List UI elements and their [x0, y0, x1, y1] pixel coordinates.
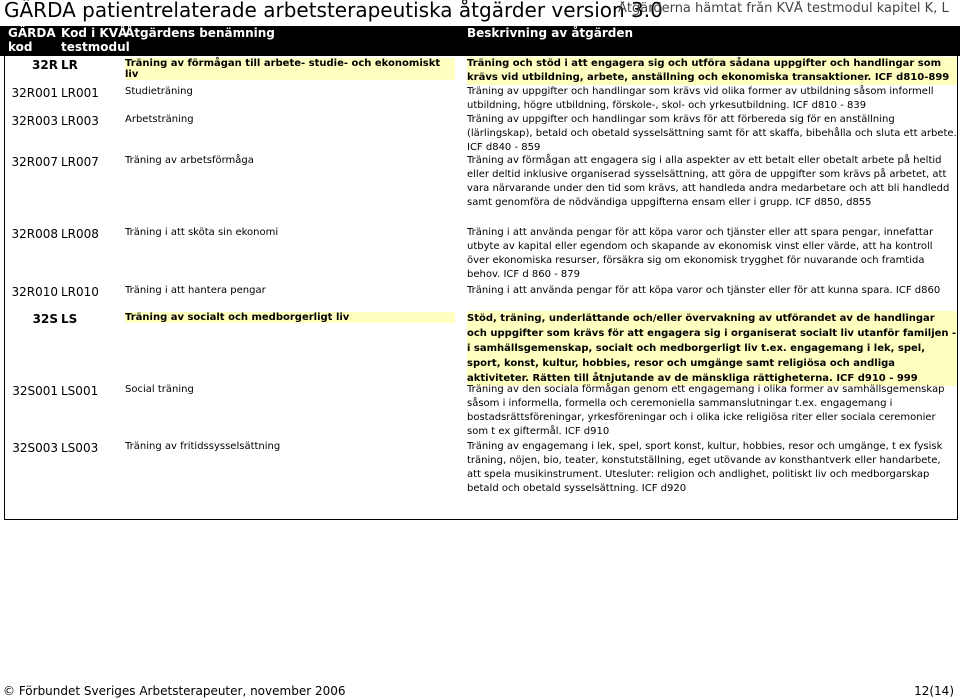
garda-code: 32S [32, 312, 58, 326]
garda-code: 32R001 [11, 86, 58, 100]
page-number: 12(14) [914, 684, 954, 698]
measure-description: Träning av engagemang i lek, spel, sport konst, kultur, hobbies, resor och umgänge, t ex fysisk träning, nöjen, bio, teater, konstutställning, eget utövande av konsthantverk eller handarbete, att spela musikinstrument. Utesluter: religion och andlighet, politiskt liv och medborgarskap betald och obetald sysselsättning. ICF d920 [467, 441, 943, 494]
header-garda-line1: GÄRDA [8, 26, 56, 40]
measure-name: Träning i att sköta sin ekonomi [125, 227, 279, 238]
document-title: GÄRDA patientrelaterade arbetsterapeutiska åtgärder version 3.0 [4, 0, 663, 22]
measure-name: Träning av förmågan till arbete- studie- och ekonomiskt liv [125, 58, 455, 80]
measure-name: Träning av arbetsförmåga [125, 155, 254, 166]
header-kva-line1: Kod i KVÅ [61, 26, 128, 40]
table-header [0, 26, 960, 56]
measure-name: Social träning [125, 384, 194, 395]
measure-name: Studieträning [125, 86, 193, 97]
measure-name: Träning i att hantera pengar [125, 285, 266, 296]
header-description: Beskrivning av åtgärden [467, 26, 634, 40]
garda-code: 32R003 [11, 114, 58, 128]
kva-code: LR008 [61, 227, 99, 241]
header-name: Åtgärdens benämning [125, 26, 275, 40]
kva-code: LR [61, 58, 78, 72]
measure-description: Träning av uppgifter och handlingar som krävs vid olika former av utbildning såsom informell utbildning, högre utbildning, förskole-, skol- och yrkesutbildning. ICF d810 - 839 [467, 86, 934, 111]
document-subtitle: Åtgärderna hämtat från KVÅ testmodul kapitel K, L [618, 1, 949, 16]
garda-code: 32R010 [11, 285, 58, 299]
header-kva-line2: testmodul [61, 40, 130, 54]
kva-code: LR003 [61, 114, 99, 128]
measure-description: Träning i att använda pengar för att köpa varor och tjänster eller för att kunna spara. ICF d860 [467, 285, 941, 296]
garda-code: 32S001 [12, 384, 58, 398]
measure-description: Träning och stöd i att engagera sig och utföra sådana uppgifter och handlingar som krävs vid utbildning, arbete, anställning och ekonomiska transaktioner. ICF d810-899 [467, 57, 957, 85]
measure-description: Träning av uppgifter och handlingar som krävs för att förbereda sig för en anställning (lärlingskap), betald och obetald sysselsättning samt för att skaffa, bibehålla och sluta ett arbete. ICF d840 - 859 [467, 114, 957, 153]
measure-name: Träning av fritidssysselsättning [125, 441, 281, 452]
kva-code: LR001 [61, 86, 99, 100]
measure-name: Arbetsträning [125, 114, 194, 125]
garda-code: 32S003 [12, 441, 58, 455]
measure-name: Träning av socialt och medborgerligt liv [125, 312, 455, 323]
garda-code: 32R [32, 58, 58, 72]
garda-code: 32R008 [11, 227, 58, 241]
kva-code: LR010 [61, 285, 99, 299]
measure-description: Stöd, träning, underlättande och/eller övervakning av utförandet av de handlingar och uppgifter som krävs för att engagera sig i organiserat socialt liv utanför familjen - i samhällsgemenskap, socialt och medborgerligt liv t.ex. engagemang i lek, spel, sport, konst, kultur, hobbies, resor och umgänge samt religiösa och andliga aktiviteter. Rätten till åtnjutande av de mänskliga rättigheterna. ICF d910 - 999 [467, 313, 957, 384]
garda-code: 32R007 [11, 155, 58, 169]
measure-description: Träning av förmågan att engagera sig i alla aspekter av ett betalt eller obetalt arbete på heltid eller deltid inklusive organiserad sysselsättning, att göra de uppgifter som krävs på arbetet, att vara närvarande under den tid som krävs, att handleda andra medarbetare och att bli handledd samt genomföra de nödvändiga uppgifterna ensam eller i grupp. ICF d850, d855 [467, 155, 950, 208]
measure-description: Träning i att använda pengar för att köpa varor och tjänster eller att spara pengar, innefattar utbyte av kapital eller egendom och skapande av ekonomisk vinst eller värde, att ha kontroll över ekonomiska resurser, försäkra sig om ekonomisk trygghet för nuvarande och framtida behov. ICF d 860 - 879 [467, 227, 934, 280]
kva-code: LS [61, 312, 78, 326]
measure-description: Träning av den sociala förmågan genom ett engagemang i olika former av samhällsgemenskap såsom i informella, formella och ceremoniella sammanslutningar t.ex. engagemang i bostadsrättsföreningar, yrkesföreningar och i olika icke religiösa riter eller sociala ceremonier som t ex giftermål. ICF d910 [467, 384, 945, 437]
kva-code: LR007 [61, 155, 99, 169]
kva-code: LS003 [61, 441, 99, 455]
header-garda-line2: kod [8, 40, 33, 54]
footer-copyright: © Förbundet Sveriges Arbetsterapeuter, november 2006 [3, 684, 346, 698]
kva-code: LS001 [61, 384, 99, 398]
